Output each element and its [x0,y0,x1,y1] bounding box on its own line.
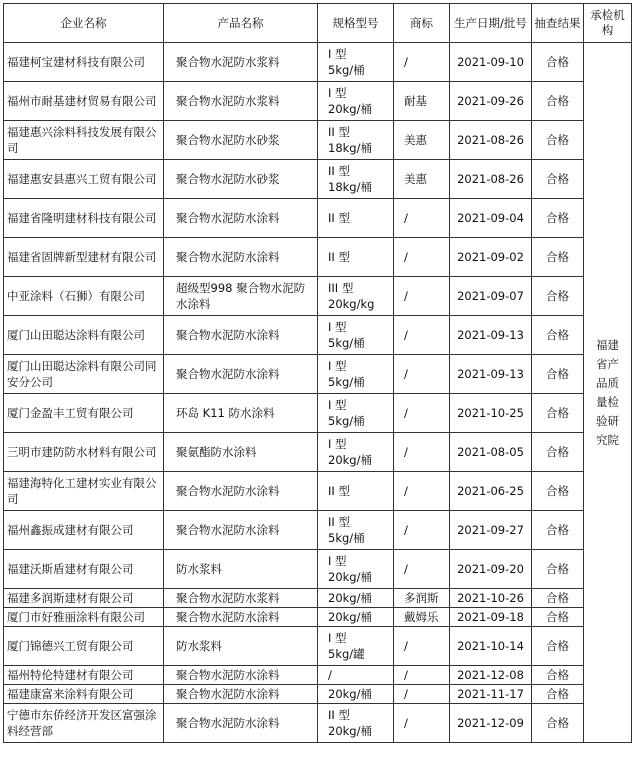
date-cell: 2021-09-10 [450,43,532,82]
result-cell: 合格 [532,608,584,627]
result-cell: 合格 [532,160,584,199]
result-cell: 合格 [532,82,584,121]
date-cell: 2021-10-25 [450,394,532,433]
brand-cell: / [394,685,450,704]
date-cell: 2021-09-27 [450,511,532,550]
brand-cell: / [394,238,450,277]
date-cell: 2021-08-26 [450,121,532,160]
header-agency: 承检机构 [584,4,632,43]
date-cell: 2021-08-05 [450,433,532,472]
company-cell: 厦门金盈丰工贸有限公司 [4,394,164,433]
result-cell: 合格 [532,355,584,394]
brand-cell: / [394,511,450,550]
header-product: 产品名称 [164,4,318,43]
company-cell: 福建省隆明建材科技有限公司 [4,199,164,238]
header-brand: 商标 [394,4,450,43]
product-cell: 聚合物水泥防水涂料 [164,238,318,277]
table-row [4,704,632,743]
date-cell: 2021-10-26 [450,589,532,608]
spec-cell: I 型 5kg/罐 [318,627,394,666]
product-cell: 聚合物水泥防水浆料 [164,82,318,121]
date-cell: 2021-12-09 [450,704,532,743]
product-cell: 超级型998 聚合物水泥防水涂料 [164,277,318,316]
spec-cell: II 型 [318,472,394,511]
result-cell: 合格 [532,199,584,238]
product-cell: 聚合物水泥防水浆料 [164,589,318,608]
company-cell: 三明市建防防水材料有限公司 [4,433,164,472]
brand-cell: 美惠 [394,160,450,199]
brand-cell: / [394,627,450,666]
result-cell: 合格 [532,511,584,550]
company-cell: 福建多润斯建材有限公司 [4,589,164,608]
spec-cell: III 型 20kg/kg [318,277,394,316]
result-cell: 合格 [532,43,584,82]
header-date: 生产日期/批号 [450,4,532,43]
product-cell: 环岛 K11 防水涂料 [164,394,318,433]
date-cell: 2021-09-13 [450,355,532,394]
spec-cell: II 型 5kg/桶 [318,511,394,550]
company-cell: 福建惠安县惠兴工贸有限公司 [4,160,164,199]
result-cell: 合格 [532,238,584,277]
product-cell: 聚合物水泥防水涂料 [164,511,318,550]
spec-cell: I 型 20kg/桶 [318,82,394,121]
table-row [4,199,632,238]
spec-cell: I 型 5kg/桶 [318,316,394,355]
company-cell: 福州市耐基建材贸易有限公司 [4,82,164,121]
table-row [4,394,632,433]
brand-cell: / [394,199,450,238]
brand-cell: 美惠 [394,121,450,160]
company-cell: 中亚涂料（石狮）有限公司 [4,277,164,316]
table-row [4,550,632,589]
result-cell: 合格 [532,394,584,433]
result-cell: 合格 [532,277,584,316]
brand-cell: / [394,316,450,355]
date-cell: 2021-12-08 [450,666,532,685]
brand-cell: / [394,394,450,433]
spec-cell: II 型 20kg/桶 [318,704,394,743]
date-cell: 2021-09-26 [450,82,532,121]
spec-cell: I 型 20kg/桶 [318,433,394,472]
date-cell: 2021-09-02 [450,238,532,277]
company-cell: 宁德市东侨经济开发区富强涂料经营部 [4,704,164,743]
brand-cell: / [394,277,450,316]
table-row [4,627,632,666]
table-row [4,355,632,394]
spec-cell: / [318,666,394,685]
brand-cell: / [394,704,450,743]
product-cell: 聚合物水泥防水涂料 [164,666,318,685]
table-row [4,43,632,82]
spec-cell: I 型 20kg/桶 [318,550,394,589]
brand-cell: / [394,43,450,82]
company-cell: 福建海特化工建材实业有限公司 [4,472,164,511]
date-cell: 2021-09-18 [450,608,532,627]
brand-cell: / [394,550,450,589]
brand-cell: / [394,472,450,511]
brand-cell: 耐基 [394,82,450,121]
company-cell: 福建惠兴涂料科技发展有限公司 [4,121,164,160]
table-row [4,277,632,316]
company-cell: 厦门锦德兴工贸有限公司 [4,627,164,666]
table-body [4,43,632,743]
table-row [4,316,632,355]
product-cell: 聚合物水泥防水涂料 [164,355,318,394]
agency-cell: 福建省产品质量检验研究院 [584,43,632,743]
spec-cell: I 型 5kg/桶 [318,43,394,82]
result-cell: 合格 [532,433,584,472]
company-cell: 福建柯宝建材科技有限公司 [4,43,164,82]
company-cell: 福建沃斯盾建材有限公司 [4,550,164,589]
company-cell: 厦门市好雅丽涂料有限公司 [4,608,164,627]
product-cell: 聚合物水泥防水砂浆 [164,121,318,160]
date-cell: 2021-11-17 [450,685,532,704]
product-cell: 聚合物水泥防水涂料 [164,316,318,355]
brand-cell: / [394,433,450,472]
table-row [4,121,632,160]
date-cell: 2021-10-14 [450,627,532,666]
brand-cell: / [394,355,450,394]
result-cell: 合格 [532,589,584,608]
spec-cell: I 型 5kg/桶 [318,355,394,394]
product-cell: 聚合物水泥防水浆料 [164,43,318,82]
result-cell: 合格 [532,472,584,511]
table-row [4,589,632,608]
date-cell: 2021-09-20 [450,550,532,589]
product-cell: 聚合物水泥防水涂料 [164,472,318,511]
table-row [4,608,632,627]
table-row [4,685,632,704]
header-company: 企业名称 [4,4,164,43]
spec-cell: 20kg/桶 [318,608,394,627]
product-cell: 防水浆料 [164,550,318,589]
date-cell: 2021-06-25 [450,472,532,511]
result-cell: 合格 [532,685,584,704]
spec-cell: 20kg/桶 [318,685,394,704]
result-cell: 合格 [532,627,584,666]
spec-cell: 20kg/桶 [318,589,394,608]
inspection-results-table [3,3,632,743]
table-row [4,82,632,121]
product-cell: 聚合物水泥防水砂浆 [164,160,318,199]
company-cell: 福州鑫振成建材有限公司 [4,511,164,550]
date-cell: 2021-09-07 [450,277,532,316]
date-cell: 2021-08-26 [450,160,532,199]
product-cell: 聚合物水泥防水涂料 [164,608,318,627]
company-cell: 厦门山田聪达涂料有限公司 [4,316,164,355]
table-row [4,433,632,472]
spec-cell: I 型 5kg/桶 [318,394,394,433]
company-cell: 福州特伦特建材有限公司 [4,666,164,685]
brand-cell: 戴姆乐 [394,608,450,627]
result-cell: 合格 [532,550,584,589]
date-cell: 2021-09-13 [450,316,532,355]
brand-cell: / [394,666,450,685]
product-cell: 聚氨酯防水涂料 [164,433,318,472]
header-row [4,4,632,43]
table-row [4,666,632,685]
spec-cell: II 型 18kg/桶 [318,160,394,199]
table-row [4,511,632,550]
brand-cell: 多润斯 [394,589,450,608]
result-cell: 合格 [532,704,584,743]
table-row [4,160,632,199]
result-cell: 合格 [532,666,584,685]
product-cell: 防水浆料 [164,627,318,666]
header-spec: 规格型号 [318,4,394,43]
result-cell: 合格 [532,121,584,160]
company-cell: 福建康富来涂料有限公司 [4,685,164,704]
header-result: 抽查结果 [532,4,584,43]
product-cell: 聚合物水泥防水涂料 [164,199,318,238]
table-row [4,238,632,277]
result-cell: 合格 [532,316,584,355]
company-cell: 福建省固牌新型建材有限公司 [4,238,164,277]
product-cell: 聚合物水泥防水涂料 [164,704,318,743]
spec-cell: II 型 [318,199,394,238]
table-row [4,472,632,511]
spec-cell: II 型 18kg/桶 [318,121,394,160]
company-cell: 厦门山田聪达涂料有限公司同安分公司 [4,355,164,394]
date-cell: 2021-09-04 [450,199,532,238]
product-cell: 聚合物水泥防水涂料 [164,685,318,704]
spec-cell: II 型 [318,238,394,277]
